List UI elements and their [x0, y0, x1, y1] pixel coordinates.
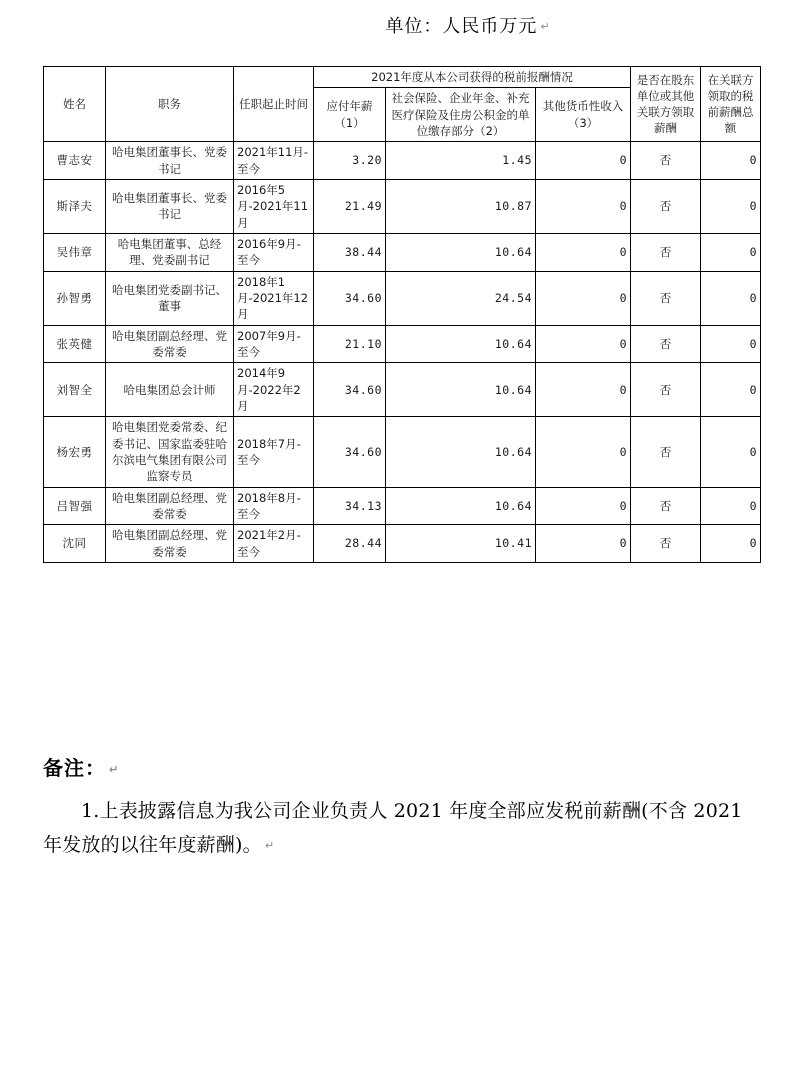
col-header-tenure: 任职起止时间 — [234, 67, 314, 142]
cell-tenure: 2018年7月-至今 — [234, 417, 314, 487]
cell-other-monetary: 0 — [536, 363, 631, 417]
cell-annual-salary: 38.44 — [314, 233, 386, 271]
cell-name: 张英健 — [44, 325, 106, 363]
cell-tenure: 2021年2月-至今 — [234, 525, 314, 563]
cell-from-shareholder: 否 — [631, 363, 701, 417]
cell-insurance: 24.54 — [386, 271, 536, 325]
cell-name: 沈同 — [44, 525, 106, 563]
col-header-annual-salary: 应付年薪（1） — [314, 88, 386, 142]
cell-annual-salary: 21.49 — [314, 179, 386, 233]
table-row — [44, 525, 761, 563]
cell-other-monetary: 0 — [536, 233, 631, 271]
cell-related-party-total: 0 — [701, 325, 761, 363]
cell-position: 哈电集团副总经理、党委常委 — [106, 325, 234, 363]
cell-insurance: 10.64 — [386, 325, 536, 363]
col-header-insurance: 社会保险、企业年金、补充医疗保险及住房公积金的单位缴存部分（2） — [386, 88, 536, 142]
cell-from-shareholder: 否 — [631, 179, 701, 233]
cell-insurance: 10.41 — [386, 525, 536, 563]
cell-position: 哈电集团副总经理、党委常委 — [106, 525, 234, 563]
cell-name: 刘智全 — [44, 363, 106, 417]
cell-from-shareholder: 否 — [631, 487, 701, 525]
col-header-group-pretax-compensation: 2021年度从本公司获得的税前报酬情况 — [314, 67, 631, 88]
cell-other-monetary: 0 — [536, 142, 631, 180]
table-row — [44, 363, 761, 417]
cell-annual-salary: 28.44 — [314, 525, 386, 563]
cell-insurance: 10.64 — [386, 363, 536, 417]
cell-other-monetary: 0 — [536, 271, 631, 325]
cell-related-party-total: 0 — [701, 142, 761, 180]
cell-position: 哈电集团党委副书记、董事 — [106, 271, 234, 325]
salary-table-container — [43, 66, 760, 563]
col-header-name: 姓名 — [44, 67, 106, 142]
cell-other-monetary: 0 — [536, 417, 631, 487]
cell-tenure: 2018年8月-至今 — [234, 487, 314, 525]
cell-other-monetary: 0 — [536, 525, 631, 563]
cell-position: 哈电集团董事长、党委书记 — [106, 179, 234, 233]
paragraph-mark-icon: ↵ — [264, 838, 275, 852]
cell-position: 哈电集团董事、总经理、党委副书记 — [106, 233, 234, 271]
cell-from-shareholder: 否 — [631, 233, 701, 271]
cell-related-party-total: 0 — [701, 363, 761, 417]
col-header-from-shareholder: 是否在股东单位或其他关联方领取薪酬 — [631, 67, 701, 142]
cell-from-shareholder: 否 — [631, 417, 701, 487]
cell-other-monetary: 0 — [536, 179, 631, 233]
cell-tenure: 2018年1月-2021年12月 — [234, 271, 314, 325]
cell-annual-salary: 34.60 — [314, 271, 386, 325]
cell-insurance: 10.87 — [386, 179, 536, 233]
cell-tenure: 2007年9月-至今 — [234, 325, 314, 363]
unit-line-text: 单位：人民币万元 — [385, 16, 538, 37]
cell-tenure: 2016年5月-2021年11月 — [234, 179, 314, 233]
table-row — [44, 325, 761, 363]
cell-related-party-total: 0 — [701, 487, 761, 525]
cell-name: 吴伟章 — [44, 233, 106, 271]
cell-name: 孙智勇 — [44, 271, 106, 325]
cell-insurance: 10.64 — [386, 417, 536, 487]
cell-name: 吕智强 — [44, 487, 106, 525]
col-header-position: 职务 — [106, 67, 234, 142]
cell-tenure: 2021年11月-至今 — [234, 142, 314, 180]
table-row — [44, 233, 761, 271]
col-header-other-monetary: 其他货币性收入（3） — [536, 88, 631, 142]
cell-insurance: 10.64 — [386, 233, 536, 271]
cell-tenure: 2014年9月-2022年2月 — [234, 363, 314, 417]
table-header-row-1 — [44, 67, 761, 88]
cell-annual-salary: 34.13 — [314, 487, 386, 525]
paragraph-mark-icon: ↵ — [109, 763, 120, 776]
cell-related-party-total: 0 — [701, 271, 761, 325]
cell-annual-salary: 21.10 — [314, 325, 386, 363]
cell-insurance: 10.64 — [386, 487, 536, 525]
cell-name: 杨宏勇 — [44, 417, 106, 487]
unit-line — [0, 12, 806, 38]
table-row — [44, 179, 761, 233]
cell-position: 哈电集团党委常委、纪委书记、国家监委驻哈尔滨电气集团有限公司监察专员 — [106, 417, 234, 487]
cell-insurance: 1.45 — [386, 142, 536, 180]
cell-annual-salary: 34.60 — [314, 417, 386, 487]
cell-related-party-total: 0 — [701, 417, 761, 487]
table-row — [44, 417, 761, 487]
cell-related-party-total: 0 — [701, 525, 761, 563]
cell-from-shareholder: 否 — [631, 525, 701, 563]
paragraph-mark-icon: ↵ — [540, 20, 551, 33]
table-row — [44, 271, 761, 325]
table-row — [44, 487, 761, 525]
notes-section — [43, 752, 763, 863]
table-header — [44, 67, 761, 142]
cell-other-monetary: 0 — [536, 487, 631, 525]
cell-from-shareholder: 否 — [631, 142, 701, 180]
cell-related-party-total: 0 — [701, 179, 761, 233]
cell-position: 哈电集团总会计师 — [106, 363, 234, 417]
cell-related-party-total: 0 — [701, 233, 761, 271]
cell-other-monetary: 0 — [536, 325, 631, 363]
executive-compensation-table — [43, 66, 761, 563]
col-header-related-party-total: 在关联方领取的税前薪酬总额 — [701, 67, 761, 142]
cell-from-shareholder: 否 — [631, 325, 701, 363]
cell-tenure: 2016年9月-至今 — [234, 233, 314, 271]
table-body — [44, 142, 761, 563]
cell-annual-salary: 3.20 — [314, 142, 386, 180]
note-item-1 — [43, 795, 763, 863]
note-item-1-text: 1.上表披露信息为我公司企业负责人 2021 年度全部应发税前薪酬(不含 2021 年发放的以往年度薪酬)。 — [43, 800, 743, 856]
notes-title-text: 备注： — [43, 756, 106, 780]
cell-from-shareholder: 否 — [631, 271, 701, 325]
table-row — [44, 142, 761, 180]
cell-position: 哈电集团副总经理、党委常委 — [106, 487, 234, 525]
cell-annual-salary: 34.60 — [314, 363, 386, 417]
notes-title — [43, 752, 763, 781]
cell-position: 哈电集团董事长、党委书记 — [106, 142, 234, 180]
cell-name: 斯泽夫 — [44, 179, 106, 233]
cell-name: 曹志安 — [44, 142, 106, 180]
